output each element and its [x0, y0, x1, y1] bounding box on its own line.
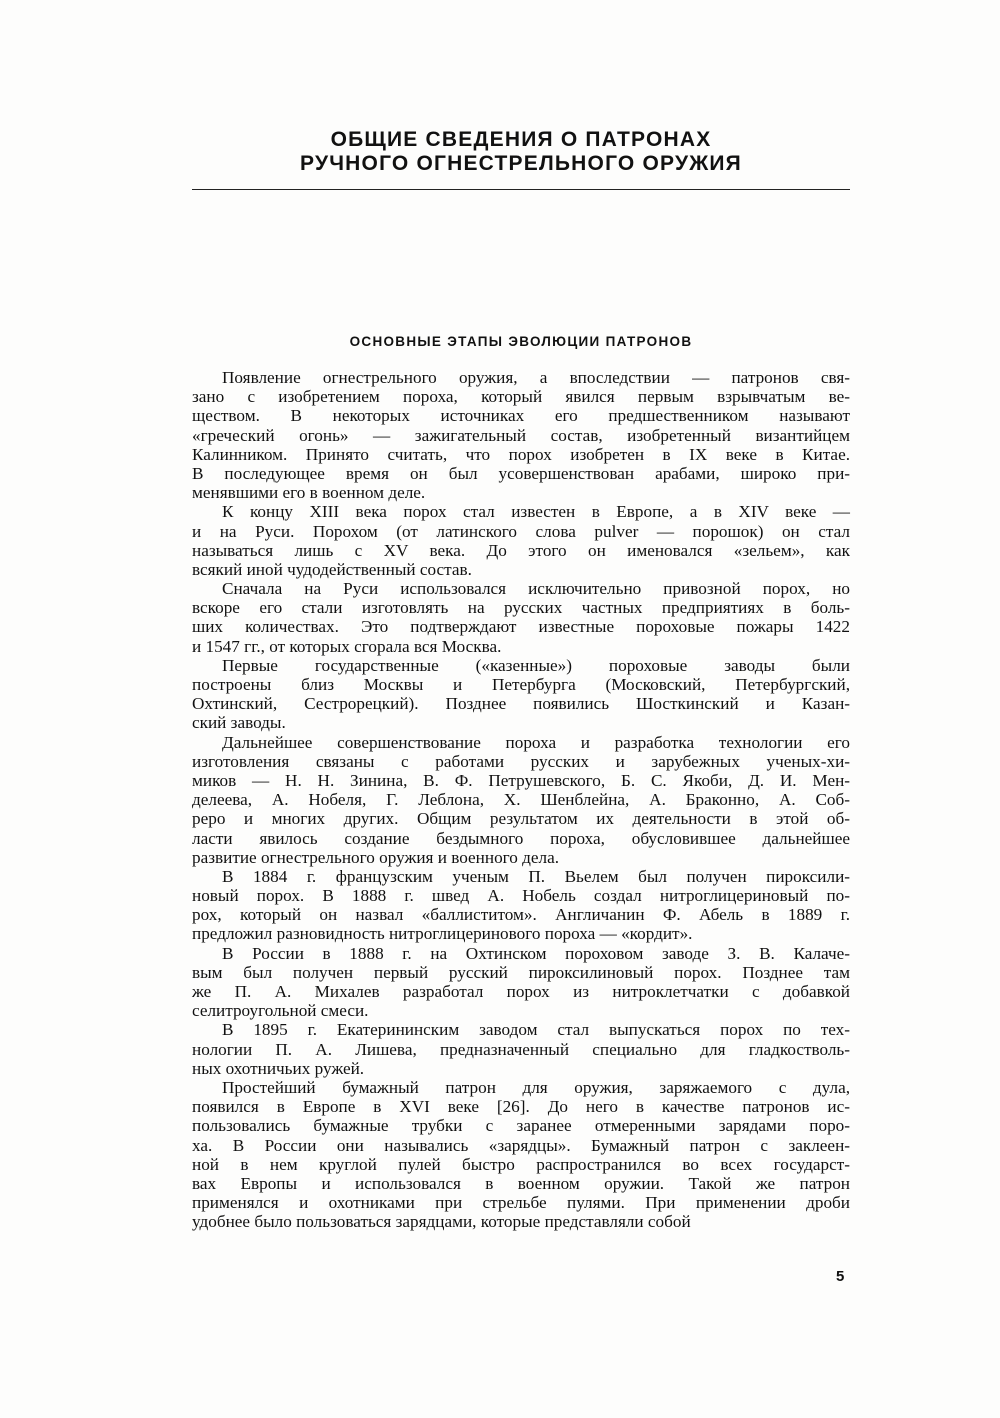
text-line: Простейший бумажный патрон для оружия, заряжаемого с дула, — [222, 1077, 850, 1097]
text-line: Охтинский, Сестрорецкий). Позднее появились Шосткинский и Казан- — [192, 694, 850, 714]
text-line: В последующее время он был усовершенствован арабами, широко при- — [192, 463, 850, 483]
text-line: Калинником. Принято считать, что порох изобретен в IX веке в Китае. — [192, 444, 850, 464]
text-line: называться лишь с XV века. До этого он именовался «зельем», как — [192, 540, 850, 560]
text-line: ласти явилось создание бездымного пороха, обусловившее дальнейшее — [192, 828, 850, 848]
paragraph — [192, 867, 850, 944]
text-line: менявшими его в военном деле. — [192, 483, 426, 503]
text-line: удобнее было пользоваться зарядцами, которые представляли собой — [192, 1212, 691, 1232]
paragraph — [192, 368, 850, 502]
chapter-title-line-1: ОБЩИЕ СВЕДЕНИЯ О ПАТРОНАХ — [330, 128, 712, 151]
paragraph — [192, 1020, 850, 1078]
text-line: и 1547 гг., от которых сгорала вся Москва. — [192, 636, 502, 656]
paragraph — [192, 944, 850, 1021]
text-line: Появление огнестрельного оружия, а впоследствии — патронов свя- — [222, 368, 850, 387]
text-line: ха. В России они назывались «зарядцы». Бумажный патрон с заклеен- — [192, 1135, 850, 1155]
title-divider — [192, 189, 850, 190]
text-line: В 1895 г. Екатерининским заводом стал выпускаться порох по тех- — [222, 1020, 850, 1040]
text-line: рох, который он назвал «баллиститом». Англичанин Ф. Абель в 1889 г. — [192, 905, 850, 925]
text-line: Дальнейшее совершенствование пороха и разработка технологии его — [222, 732, 850, 752]
text-line: ных охотничьих ружей. — [192, 1058, 365, 1078]
text-line: зано с изобретением пороха, который явился первым взрывчатым ве- — [192, 387, 850, 407]
text-line: ной в нем круглой пулей быстро распространился во всех государст- — [192, 1154, 850, 1174]
text-line: В России в 1888 г. на Охтинском пороховом заводе З. В. Калаче- — [222, 943, 850, 963]
text-line: пользовались бумажные трубки с заранее отмеренными зарядами поро- — [192, 1116, 850, 1136]
page-number: 5 — [836, 1268, 845, 1285]
text-line: реро и многих других. Общим результатом их деятельности в этой об- — [192, 809, 850, 829]
text-line: предложил разновидность нитроглицеринового пороха — «кордит». — [192, 924, 693, 944]
text-line: В 1884 г. французским ученым П. Вьелем был получен пироксили- — [222, 866, 850, 886]
paragraph — [192, 656, 850, 733]
text-line: новый порох. В 1888 г. швед А. Нобель создал нитроглицериновый по- — [192, 886, 850, 906]
text-line: нологии П. А. Лишева, предназначенный специально для гладкостволь- — [192, 1039, 850, 1059]
text-line: вах Европы и использовался в военном оружии. Такой же патрон — [192, 1173, 850, 1193]
text-line: изготовления связаны с работами русских и зарубежных ученых-хи- — [192, 751, 850, 771]
text-line: ших количествах. Это подтверждают известные пороховые пожары 1422 — [192, 617, 850, 637]
text-line: миков — Н. Н. Зинина, В. Ф. Петрушевского, Б. С. Якоби, Д. И. Мен- — [192, 770, 850, 790]
text-line: вскоре его стали изготовлять на русских частных предприятиях в боль- — [192, 598, 850, 618]
chapter-title-line-2: РУЧНОГО ОГНЕСТРЕЛЬНОГО ОРУЖИЯ — [300, 152, 742, 175]
text-line: появился в Европе в XVI веке [26]. До него в качестве патронов ис- — [192, 1097, 850, 1117]
text-line: селитроугольной смеси. — [192, 1001, 369, 1021]
text-line: и на Руси. Порохом (от латинского слова pulver — порошок) он стал — [192, 521, 850, 541]
text-line: же П. А. Михалев разработал порох из нитроклетчатки с добавкой — [192, 982, 850, 1001]
text-line: Первые государственные («казенные») пороховые заводы были — [222, 655, 850, 675]
paragraph — [192, 1078, 850, 1232]
text-line: применялся и охотниками при стрельбе пулями. При применении дроби — [192, 1193, 850, 1213]
text-line: всякий иной чудодейственный состав. — [192, 559, 472, 579]
text-line: построены близ Москвы и Петербурга (Московский, Петербургский, — [192, 675, 850, 694]
section-heading: ОСНОВНЫЕ ЭТАПЫ ЭВОЛЮЦИИ ПАТРОНОВ — [349, 334, 693, 349]
chapter-title — [192, 128, 850, 176]
text-line: Сначала на Руси использовался исключительно привозной порох, но — [222, 579, 850, 599]
body-text — [192, 368, 850, 1231]
text-line: развитие огнестрельного оружия и военного дела. — [192, 847, 560, 867]
paragraph — [192, 733, 850, 867]
text-line: делеева, А. Нобеля, Г. Леблона, Х. Шенблейна, А. Браконно, А. Соб- — [192, 790, 850, 810]
paragraph — [192, 502, 850, 579]
paragraph — [192, 579, 850, 656]
text-line: «греческий огонь» — зажигательный состав, изобретенный византийцем — [192, 425, 850, 445]
text-line: вым был получен первый русский пироксилиновый порох. Позднее там — [192, 962, 850, 982]
text-line: К концу XIII века порох стал известен в Европе, а в XIV веке — — [222, 502, 850, 522]
text-line: ский заводы. — [192, 713, 286, 733]
text-line: ществом. В некоторых источниках его предшественником называют — [192, 406, 850, 426]
